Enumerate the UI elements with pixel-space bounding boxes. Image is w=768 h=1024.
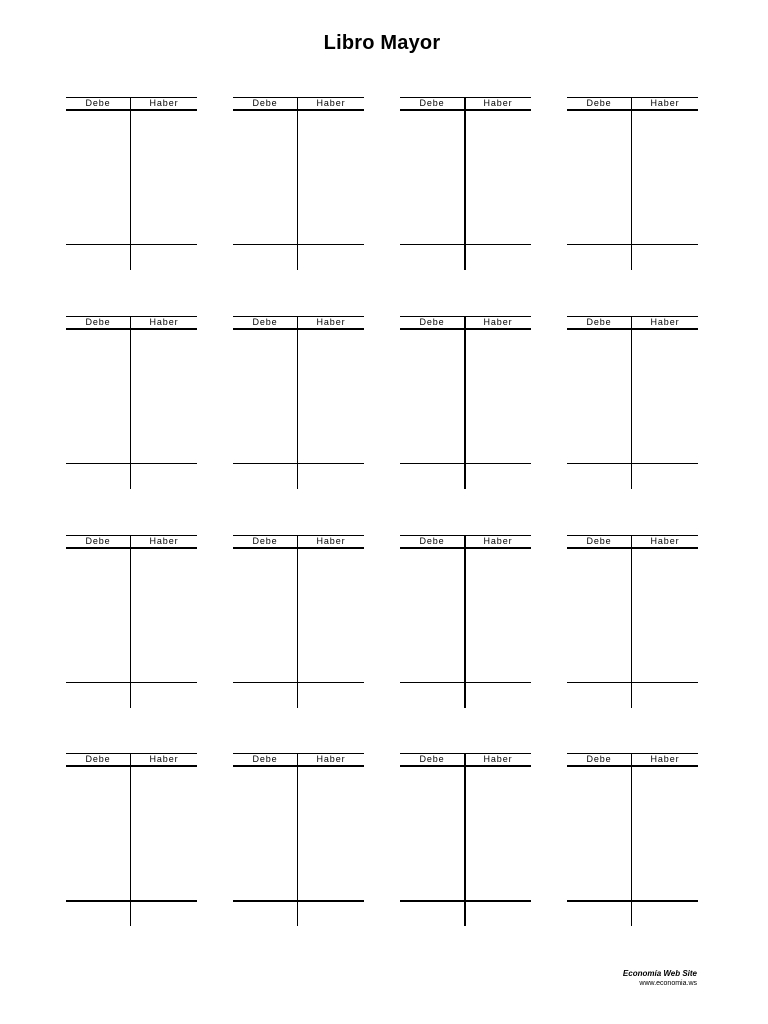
t-account bbox=[400, 97, 531, 270]
t-account-header-line bbox=[66, 765, 197, 767]
debe-label: Debe bbox=[586, 536, 612, 546]
t-account bbox=[567, 753, 698, 926]
debe-label: Debe bbox=[419, 317, 445, 327]
t-account bbox=[66, 535, 197, 708]
debe-label: Debe bbox=[586, 317, 612, 327]
haber-label: Haber bbox=[316, 754, 346, 764]
t-account-header-line bbox=[66, 547, 197, 549]
debe-label: Debe bbox=[419, 98, 445, 108]
t-account-total-line bbox=[233, 900, 364, 902]
footer-url: www.economia.ws bbox=[639, 980, 697, 987]
debe-label: Debe bbox=[419, 754, 445, 764]
footer-brand: Economía Web Site bbox=[622, 969, 697, 978]
debe-label: Debe bbox=[252, 317, 278, 327]
debe-label: Debe bbox=[252, 754, 278, 764]
debe-label: Debe bbox=[252, 98, 278, 108]
t-account bbox=[400, 535, 531, 708]
haber-label: Haber bbox=[650, 317, 680, 327]
t-account-total-line bbox=[567, 244, 698, 245]
t-account bbox=[233, 753, 364, 926]
t-account-header-line bbox=[66, 328, 197, 330]
debe-label: Debe bbox=[85, 536, 111, 546]
t-account-total-line bbox=[400, 463, 531, 464]
haber-label: Haber bbox=[149, 98, 179, 108]
t-account-total-line bbox=[567, 682, 698, 683]
haber-label: Haber bbox=[483, 98, 513, 108]
haber-label: Haber bbox=[483, 317, 513, 327]
t-account-total-line bbox=[233, 244, 364, 245]
haber-label: Haber bbox=[316, 317, 346, 327]
debe-label: Debe bbox=[85, 754, 111, 764]
t-account-total-line bbox=[233, 682, 364, 683]
haber-label: Haber bbox=[650, 98, 680, 108]
page-title: Libro Mayor bbox=[323, 32, 441, 54]
t-account bbox=[233, 97, 364, 270]
t-account bbox=[567, 535, 698, 708]
t-account-header-line bbox=[233, 328, 364, 330]
t-account bbox=[233, 535, 364, 708]
t-account-total-line bbox=[400, 900, 531, 902]
haber-label: Haber bbox=[483, 754, 513, 764]
t-account bbox=[567, 316, 698, 489]
debe-label: Debe bbox=[85, 317, 111, 327]
haber-label: Haber bbox=[149, 536, 179, 546]
haber-label: Haber bbox=[149, 754, 179, 764]
t-account bbox=[400, 316, 531, 489]
t-account-total-line bbox=[400, 682, 531, 683]
t-account-header-line bbox=[233, 109, 364, 111]
t-account-total-line bbox=[66, 244, 197, 245]
t-account-header-line bbox=[567, 328, 698, 330]
debe-label: Debe bbox=[586, 98, 612, 108]
t-account-total-line bbox=[567, 463, 698, 464]
debe-label: Debe bbox=[586, 754, 612, 764]
t-account-total-line bbox=[567, 900, 698, 902]
t-account bbox=[66, 316, 197, 489]
t-account-header-line bbox=[233, 765, 364, 767]
haber-label: Haber bbox=[316, 536, 346, 546]
haber-label: Haber bbox=[316, 98, 346, 108]
haber-label: Haber bbox=[650, 754, 680, 764]
t-account-total-line bbox=[400, 244, 531, 245]
t-account-header-line bbox=[66, 109, 197, 111]
t-account-total-line bbox=[66, 463, 197, 464]
haber-label: Haber bbox=[149, 317, 179, 327]
t-account bbox=[233, 316, 364, 489]
debe-label: Debe bbox=[85, 98, 111, 108]
t-account-header-line bbox=[567, 765, 698, 767]
t-account-header-line bbox=[233, 547, 364, 549]
footer bbox=[623, 968, 697, 989]
t-account bbox=[66, 753, 197, 926]
t-account-total-line bbox=[233, 463, 364, 464]
debe-label: Debe bbox=[419, 536, 445, 546]
t-account-total-line bbox=[66, 900, 197, 902]
haber-label: Haber bbox=[483, 536, 513, 546]
haber-label: Haber bbox=[650, 536, 680, 546]
t-account bbox=[400, 753, 531, 926]
t-account-header-line bbox=[567, 547, 698, 549]
t-account-header-line bbox=[567, 109, 698, 111]
t-account bbox=[567, 97, 698, 270]
t-account-total-line bbox=[66, 682, 197, 683]
t-account bbox=[66, 97, 197, 270]
debe-label: Debe bbox=[252, 536, 278, 546]
